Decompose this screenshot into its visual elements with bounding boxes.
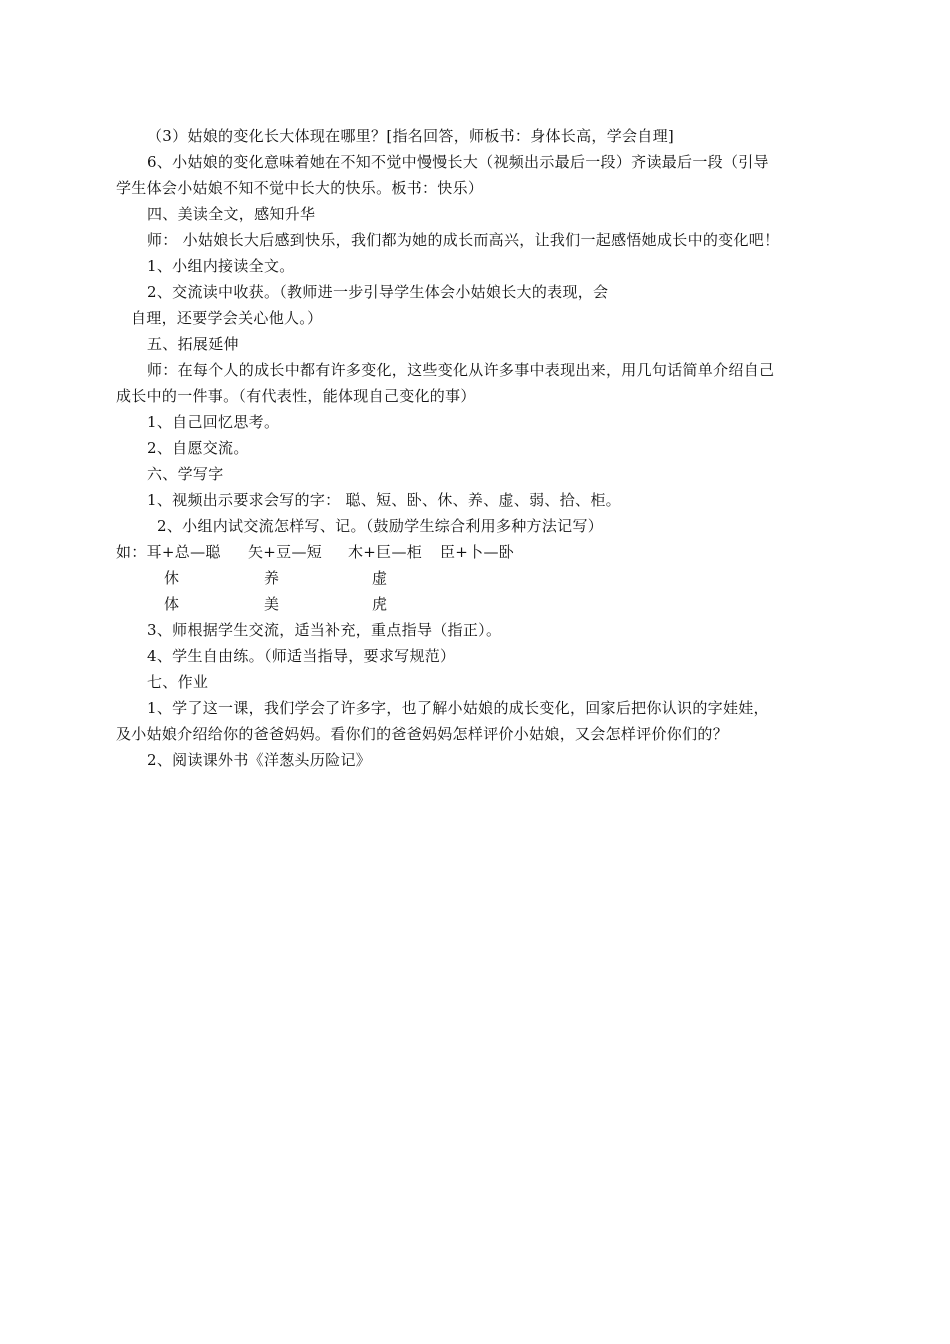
example-item: 如：耳+总—聪 bbox=[116, 543, 221, 561]
text-line: 1、自己回忆思考。 bbox=[147, 413, 280, 431]
section-heading: 四、美读全文，感知升华 bbox=[147, 205, 316, 223]
character: 虎 bbox=[372, 595, 388, 613]
text-line: 师：在每个人的成长中都有许多变化，这些变化从许多事中表现出来，用几句话简单介绍自己 bbox=[147, 361, 775, 379]
text-line: 6、小姑娘的变化意味着她在不知不觉中慢慢长大（视频出示最后一段）齐读最后一段（引导 bbox=[147, 153, 769, 171]
example-item: 木+巨—柜 bbox=[348, 543, 423, 561]
text-line: 自理，还要学会关心他人。） bbox=[131, 309, 323, 327]
example-item: 矢+豆—短 bbox=[248, 543, 323, 561]
section-heading: 六、学写字 bbox=[147, 465, 224, 483]
text-line: 成长中的一件事。（有代表性，能体现自己变化的事） bbox=[116, 387, 476, 405]
example-row bbox=[116, 542, 716, 562]
character: 虚 bbox=[372, 569, 388, 587]
character: 美 bbox=[264, 595, 280, 613]
text-line: 1、学了这一课，我们学会了许多字，也了解小姑娘的成长变化，回家后把你认识的字娃娃， bbox=[147, 699, 769, 717]
text-line: （3）姑娘的变化长大体现在哪里？[指名回答，师板书：身体长高，学会自理] bbox=[147, 127, 675, 145]
section-heading: 五、拓展延伸 bbox=[147, 335, 239, 353]
text-line: 1、小组内接读全文。 bbox=[147, 257, 295, 275]
character: 体 bbox=[164, 595, 180, 613]
character-row bbox=[116, 568, 716, 588]
text-line: 1、视频出示要求会写的字： 聪、短、卧、休、养、虚、弱、拾、柜。 bbox=[147, 491, 621, 509]
text-line: 学生体会小姑娘不知不觉中长大的快乐。板书：快乐） bbox=[116, 179, 484, 197]
text-line: 2、交流读中收获。（教师进一步引导学生体会小姑娘长大的表现，会 bbox=[147, 283, 609, 301]
text-line: 师： 小姑娘长大后感到快乐，我们都为她的成长而高兴，让我们一起感悟她成长中的变化吧！ bbox=[147, 231, 780, 249]
character-row bbox=[116, 594, 716, 614]
example-item: 臣+卜—卧 bbox=[440, 543, 515, 561]
text-line: 2、自愿交流。 bbox=[147, 439, 249, 457]
text-line: 3、师根据学生交流，适当补充，重点指导（指正）。 bbox=[147, 621, 502, 639]
section-heading: 七、作业 bbox=[147, 673, 209, 691]
character: 休 bbox=[164, 569, 180, 587]
character: 养 bbox=[264, 569, 280, 587]
text-line: 及小姑娘介绍给你的爸爸妈妈。看你们的爸爸妈妈怎样评价小姑娘，又会怎样评价你们的？ bbox=[116, 725, 729, 743]
text-line: 2、小组内试交流怎样写、记。（鼓励学生综合利用多种方法记写） bbox=[157, 517, 604, 535]
text-line: 4、学生自由练。（师适当指导，要求写规范） bbox=[147, 647, 456, 665]
text-line: 2、阅读课外书《洋葱头历险记》 bbox=[147, 751, 372, 769]
